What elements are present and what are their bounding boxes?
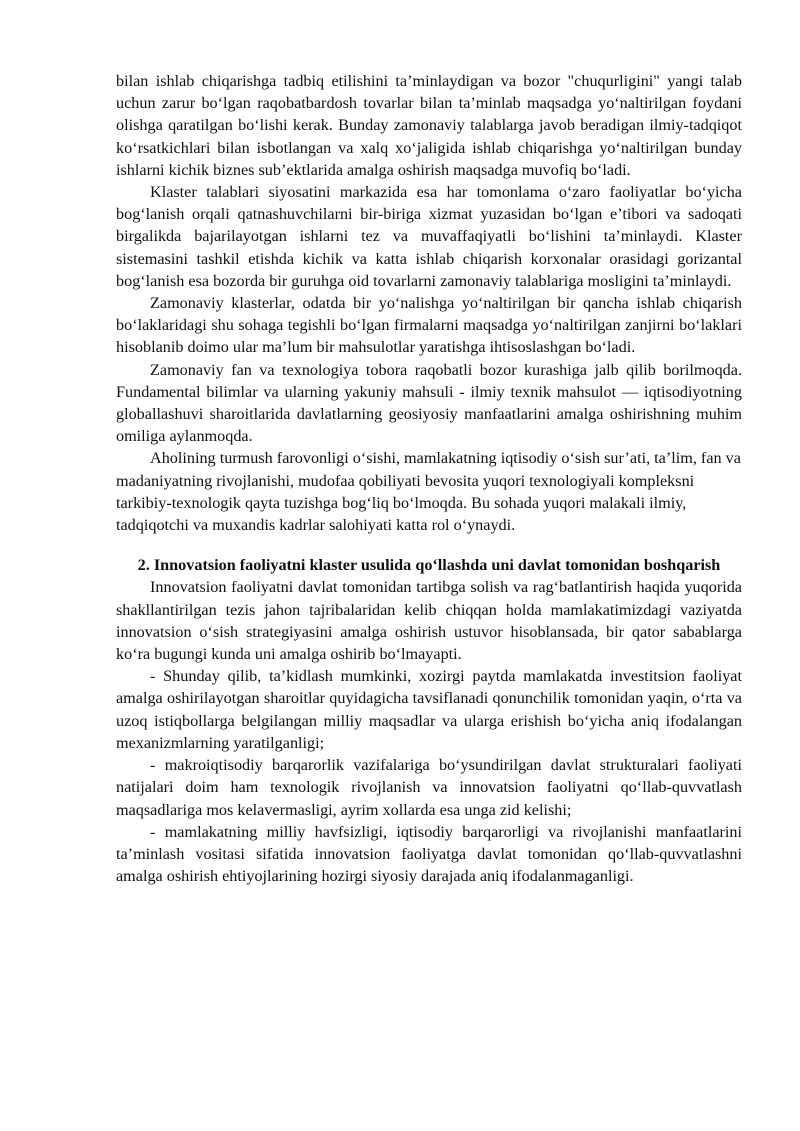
paragraph-science-technology: Zamonaviy fan va texnologiya tobora raqobatli bozor kurashiga jalb qilib borilmoqda. Fundamental bilimlar va ularning yakuniy mahsuli - ilmiy texnik mahsulot — iqtisodiyotning globallashuvi sharoitlarida davlatlarning geosiyosiy manfaatlarini amalga oshirishning muhim omiliga aylanmoqda.: [116, 360, 742, 446]
paragraph-continuation: bilan ishlab chiqarishga tadbiq etilishini ta’minlaydigan va bozor "chuqurligini" yangi talab uchun zarur bo‘lgan raqobatbardosh tovarlar bilan ta’minlab maqsadga yo‘naltirilgan foydani olishga qaratilgan bo‘lishi kerak. Bunday zamonaviy talablarga javob beradigan ilmiy-tadqiqot ko‘rsatkichlari bilan isbotlangan va xalq xo‘jaligida ishlab chiqarishga yo‘naltirilgan bunday ishlarni kichik biznes sub’ektlarida amalga oshirish maqsadga muvofiq bo‘ladi.: [116, 72, 742, 179]
paragraph-modern-clusters: Zamonaviy klasterlar, odatda bir yo‘nalishga yo‘naltirilgan bir qancha ishlab chiqarish bo‘laklaridagi shu sohaga tegishli bo‘lgan firmalarni maqsadga yo‘naltirilgan zanjirni bo‘laklari hisoblanib doimo ular ma’lum bir mahsulotlar yaratishga ihtisoslashgan bo‘ladi.: [116, 294, 742, 357]
section-heading: 2. Innovatsion faoliyatni klaster usulida qo‘llashda uni davlat tomonidan boshqarish: [137, 556, 721, 575]
list-item-national-security: - mamlakatning milliy havfsizligi, iqtisodiy barqarorligi va rivojlanishi manfaatlarini ta’minlash vositasi sifatida innovatsion faoliyatga davlat tomonidan qo‘llab-quvvatlashni amalga oshirish ehtiyojlarining hozirgi siyosiy darajada aniq ifodalanmaganligi.: [116, 822, 742, 886]
document-page: [116, 70, 742, 887]
list-item-macroeconomic-stability: - makroiqtisodiy barqarorlik vazifalariga bo‘ysundirilgan davlat strukturalari faoliyati natijalari doim ham texnologik rivojlanish va innovatsion faoliyatni qo‘llab-quvvatlash maqsadlariga mos kelavermasligi, ayrim xollarda esa unga zid kelishi;: [116, 756, 742, 819]
paragraph-population-welfare: Aholining turmush farovonligi o‘sishi, mamlakatning iqtisodiy o‘sish sur’ati, ta’lim, fan va madaniyatning rivojlanishi, mudofaa qobiliyati bevosita yuqori texnologiyali kompleksni tarkibiy-texnologik qayta tuzishga bog‘liq bo‘lmoqda. Bu sohada yuqori malakali ilmiy, tadqiqotchi va muxandis kadrlar salohiyati katta rol o‘ynaydi.: [116, 449, 741, 535]
paragraph-cluster-policy: Klaster talablari siyosatini markazida esa har tomonlama o‘zaro faoliyatlar bo‘yicha bog‘lanish orqali qatnashuvchilarni bir-biriga xizmat yuzasidan bo‘lgan e’tibori va sadoqati birgalikda bajarilayotgan ishlarni tez va muvaffaqiyatli bo‘lishini ta’minlaydi. Klaster sistemasini tashkil etishda kichik va katta ishlab chiqarish korxonalar orasidagi gorizantal bog‘lanish esa bozorda bir guruhga oid tovarlarni zamonaviy talablariga mosligini ta’minlaydi.: [116, 183, 742, 290]
list-item-investment-conditions: - Shunday qilib, ta’kidlash mumkinki, xozirgi paytda mamlakatda investitsion faoliyat amalga oshirilayotgan sharoitlar quyidagicha tavsiflanadi qonunchilik tomonidan yaqin, o‘rta va uzoq istiqbollarga belgilangan milliy maqsadlar va ularga erishish bo‘yicha aniq ifodalangan mexanizmlarning yaratilganligi;: [116, 667, 742, 752]
paragraph-innovation-regulation: Innovatsion faoliyatni davlat tomonidan tartibga solish va rag‘batlantirish haqida yuqorida shakllantirilgan tezis jahon tajribalaridan kelib chiqqan holda mamlakatimizdagi vaziyatda innovatsion o‘sish strategiyasini amalga oshirish ustuvor hisoblansada, bir qator sabablarga ko‘ra bugungi kunda uni amalga oshirib bo‘lmayapti.: [116, 578, 742, 664]
